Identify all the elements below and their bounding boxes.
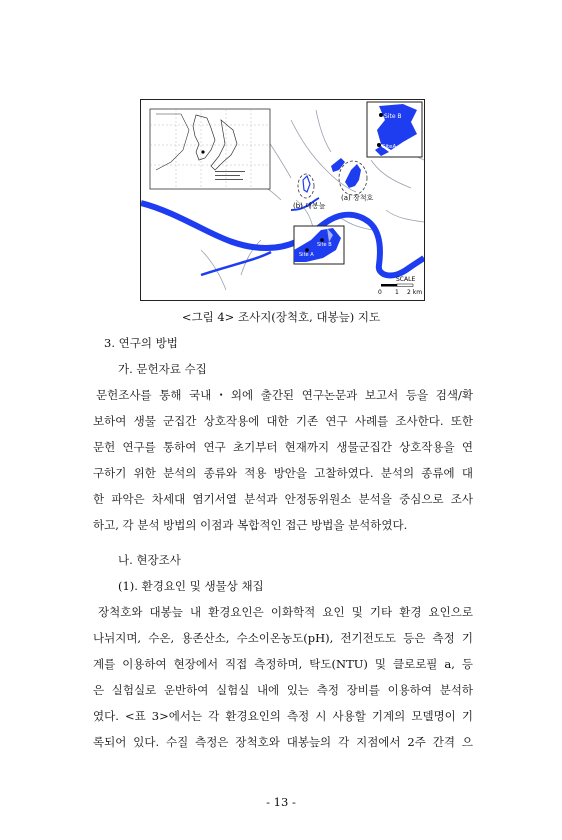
study-site-map [141,100,424,300]
lake [331,158,345,172]
daebong-label: (b) 대봉늪 [293,202,326,210]
paragraph-line: 나뉘지며, 수온, 용존산소, 수소이온농도(pH), 전기전도도 등은 측정 기 [93,631,473,645]
janghyeok-lake [345,164,361,188]
janghyeok-site-inset [367,102,422,157]
scale-bar [378,276,422,296]
tributary [201,252,271,275]
site-b-label: Site B [384,113,402,120]
paragraph-line: 한 파악은 차세대 염기서열 분석과 안정동위원소 분석을 중심으로 조사 [93,492,473,506]
site-a2-label: Site A [299,252,314,258]
subsection-heading-b: 나. 현장조사 [118,553,181,567]
paragraph-line: 구하기 위한 분석의 종류와 적용 방안을 고찰하였다. 분석의 종류에 대 [93,466,473,480]
paragraph-line: 문헌조사를 통해 국내・외에 출간된 연구논문과 보고서 등을 검색/확 [96,388,473,402]
scale-2: 2 km [407,289,423,296]
paragraph-line: 하고, 각 분석 방법의 이점과 복합적인 접근 방법을 분석하였다. [93,518,408,532]
paragraph-line: 보하여 생물 군집간 상호작용에 대한 기존 연구 사례를 조사한다. 또한 [93,414,473,428]
main-river [141,203,424,275]
paragraph-line: 였다. <표 3>에서는 각 환경요인의 측정 시 사용할 기계의 모델명이 기 [93,709,473,723]
scale-0: 0 [378,289,382,296]
janghyeok-label: (a) 장척호 [341,194,374,202]
site-b2-label: Site B [317,242,332,248]
paragraph-line: 록되어 있다. 수질 측정은 장척호와 대봉늪의 각 지점에서 2주 간격 으 [93,735,473,749]
scale-1: 1 [395,289,399,296]
subsection-heading-a: 가. 문헌자료 수집 [118,362,207,376]
site-a-label: SiteA [382,144,397,150]
page-number: - 13 - [266,795,296,809]
location-inset-map [150,109,270,189]
study-site-map-figure [140,99,425,301]
paragraph-line: 문헌 연구를 통하여 연구 초기부터 현재까지 생물군집간 상호작용을 연 [93,440,473,454]
section-heading: 3. 연구의 방법 [104,336,178,350]
paragraph-line: 장척호와 대봉늪 내 환경요인은 이화학적 요인 및 기타 환경 요인으로 [98,605,473,619]
daebong-swamp [303,176,310,192]
paragraph-line: 계를 이용하여 현장에서 직접 측정하며, 탁도(NTU) 및 클로로필 a, 등 [93,657,473,671]
subsection-heading-b1: (1). 환경요인 및 생물상 채집 [118,579,264,593]
scale-title: SCALE [396,276,416,283]
figure-caption: <그림 4> 조사지(장척호, 대봉늪) 지도 [181,310,381,324]
daebong-site-inset [294,226,344,264]
paragraph-line: 은 실험실로 운반하여 실험실 내에 있는 측정 장비를 이용하여 분석하 [93,683,473,697]
